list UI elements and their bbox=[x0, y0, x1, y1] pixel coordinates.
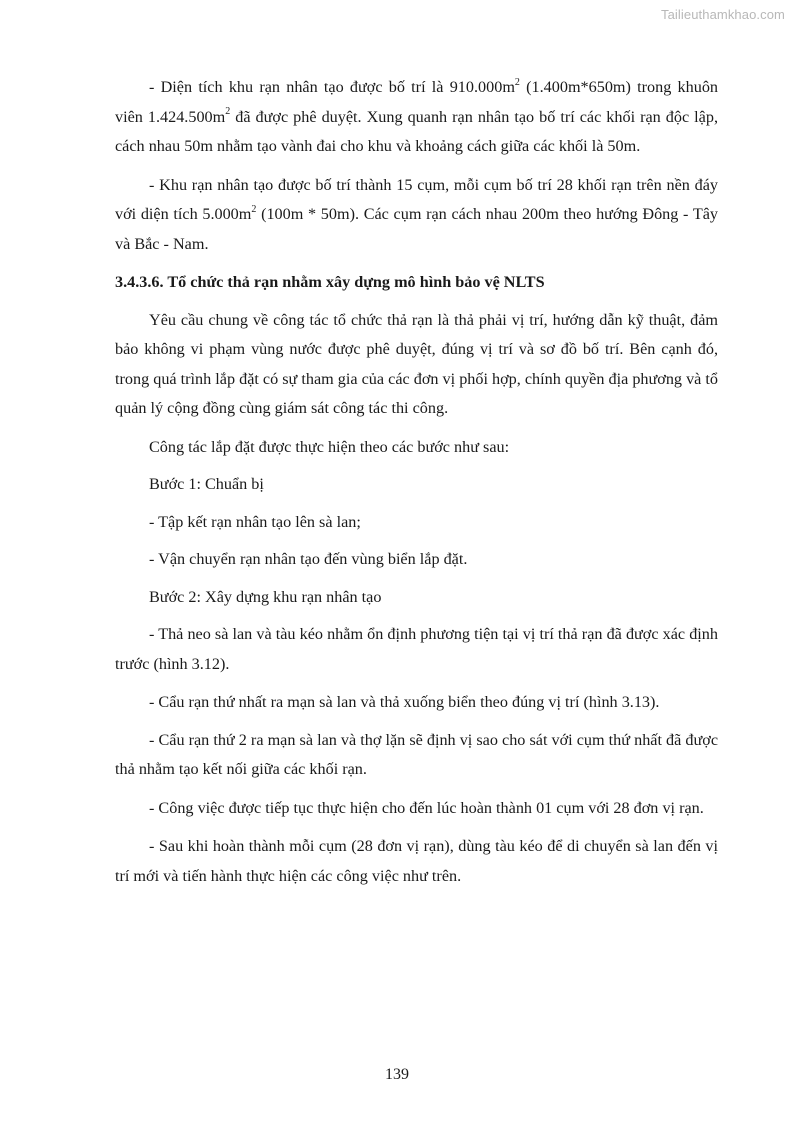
step-2-item-relocate: - Sau khi hoàn thành mỗi cụm (28 đơn vị rạn), dùng tàu kéo để di chuyển sà lan đến vị trí mới và tiến hành thực hiện các công việc như trên. bbox=[115, 837, 718, 885]
paragraph-reef-area: - Diện tích khu rạn nhân tạo được bố trí là $910.000m^2$ (1.400m*650m) trong khuôn viên $1.424.500m^2$ đã được phê duyệt. Xung quanh rạn nhân tạo bố trí các khối rạn độc lập, cách nhau 50m nhằm tạo vành đai cho khu và khoảng cách giữa các khối là 50m. bbox=[115, 76, 719, 155]
step-1-title: Bước 1: Chuẩn bị bbox=[149, 475, 264, 493]
step-2-item-anchor: - Thả neo sà lan và tàu kéo nhằm ổn định phương tiện tại vị trí thả rạn đã được xác định trước (hình 3.12). bbox=[115, 625, 718, 673]
step-2-item-second-reef: - Cẩu rạn thứ 2 ra mạn sà lan và thợ lặn sẽ định vị sao cho sát với cụm thứ nhất đã được thả nhằm tạo kết nối giữa các khối rạn. bbox=[115, 730, 718, 778]
page-number: 139 bbox=[385, 1066, 409, 1083]
watermark: Tailieuthamkhao.com bbox=[660, 7, 785, 22]
paragraph-general-requirements: Yêu cầu chung về công tác tổ chức thả rạn là thả phải vị trí, hướng dẫn kỹ thuật, đảm bảo không vi phạm vùng nước được phê duyệt, đúng vị trí và sơ đồ bố trí. Bên cạnh đó, trong quá trình lắp đặt có sự tham gia của các đơn vị phối hợp, chính quyền địa phương và tổ quản lý cộng đồng cùng giám sát công tác thi công. bbox=[115, 310, 718, 417]
step-2-item-continue: - Công việc được tiếp tục thực hiện cho đến lúc hoàn thành 01 cụm với 28 đơn vị rạn. bbox=[149, 798, 704, 817]
document-body bbox=[115, 73, 718, 900]
step-2-title: Bước 2: Xây dựng khu rạn nhân tạo bbox=[149, 587, 382, 606]
step-1-item-gather: - Tập kết rạn nhân tạo lên sà lan; bbox=[149, 512, 361, 531]
step-2-item-first-reef: - Cẩu rạn thứ nhất ra mạn sà lan và thả xuống biển theo đúng vị trí (hình 3.13). bbox=[149, 693, 660, 711]
section-heading: 3.4.3.6. Tổ chức thả rạn nhằm xây dựng mô hình bảo vệ NLTS bbox=[115, 273, 545, 291]
paragraph-reef-clusters: - Khu rạn nhân tạo được bố trí thành 15 cụm, mỗi cụm bố trí 28 khối rạn trên nền đáy với diện tích $5.000m^2$ (100m * 50m). Các cụm rạn cách nhau 200m theo hướng Đông - Tây và Bắc - Nam. bbox=[115, 175, 718, 253]
paragraph-steps-intro: Công tác lắp đặt được thực hiện theo các bước như sau: bbox=[149, 437, 510, 456]
step-1-item-transport: - Vận chuyển rạn nhân tạo đến vùng biển lắp đặt. bbox=[149, 550, 468, 568]
